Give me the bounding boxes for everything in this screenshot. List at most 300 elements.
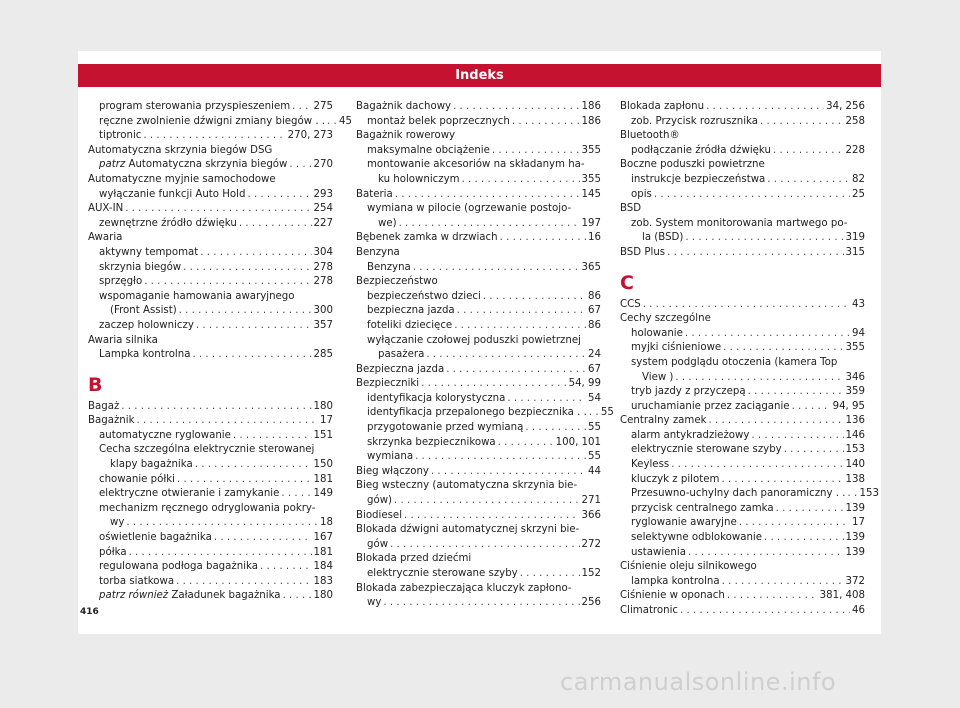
entry-label: tiptronic — [99, 130, 142, 142]
leader-dots — [525, 421, 586, 436]
entry-label: skrzynka bezpiecznikowa — [367, 436, 496, 448]
page-reference[interactable]: 181 — [313, 546, 333, 558]
entry-label: alarm antykradzieżowy — [631, 429, 750, 441]
index-entry — [620, 443, 865, 458]
index-entry — [88, 348, 333, 363]
page-reference[interactable]: 357 — [313, 319, 333, 331]
entry-label: Bagażnik — [88, 415, 135, 427]
leader-dots — [764, 531, 844, 546]
page-reference[interactable]: 181 — [313, 473, 333, 485]
index-entry — [88, 144, 333, 159]
entry-label: zewnętrzne źródło dźwięku — [99, 217, 237, 229]
leader-dots — [643, 298, 850, 313]
entry-label: CCS — [620, 298, 641, 310]
index-entry — [88, 115, 353, 130]
page-reference[interactable]: 278 — [313, 276, 333, 288]
index-entry — [356, 436, 601, 451]
index-entry — [356, 494, 601, 509]
leader-dots — [792, 400, 831, 415]
entry-label: Benzyna — [367, 261, 411, 273]
leader-dots — [492, 144, 580, 159]
page-reference[interactable]: 55 — [600, 407, 614, 419]
entry-label: Awaria — [88, 232, 123, 244]
leader-dots — [395, 188, 580, 203]
leader-dots — [784, 443, 844, 458]
leader-dots — [751, 429, 843, 444]
entry-label: zaczep holowniczy — [99, 319, 194, 331]
see-reference: patrz — [99, 159, 126, 171]
leader-dots — [507, 392, 586, 407]
page-reference[interactable]: 54 — [588, 392, 601, 404]
page-reference[interactable]: 136 — [845, 415, 865, 427]
entry-label: Bezpieczniki — [356, 378, 420, 390]
index-entry — [620, 575, 865, 590]
leader-dots — [675, 371, 843, 386]
entry-label: montaż belek poprzecznych — [367, 115, 510, 127]
entry-label: ku holowniczym — [378, 173, 460, 185]
entry-label: Bateria — [356, 188, 393, 200]
page-reference[interactable]: 275 — [313, 101, 333, 112]
index-entry — [620, 473, 865, 488]
index-entry — [356, 406, 614, 421]
index-entry — [356, 465, 601, 480]
leader-dots — [239, 217, 312, 232]
page-reference[interactable]: 146 — [845, 429, 865, 441]
index-entry — [88, 246, 333, 261]
index-entry — [88, 129, 333, 144]
entry-label: skrzynia biegów — [99, 261, 182, 273]
index-entry — [356, 552, 601, 567]
leader-dots — [723, 341, 843, 356]
index-entry — [88, 414, 333, 429]
entry-label: Blokada dźwigni automatycznej skrzyni bie- — [356, 524, 580, 536]
entry-label: opis — [631, 188, 652, 200]
page-reference[interactable]: 34, 256 — [826, 101, 865, 112]
page-reference[interactable]: 54, 99 — [568, 378, 601, 390]
index-entry — [620, 341, 865, 356]
leader-dots — [685, 327, 850, 342]
page-reference[interactable]: 180 — [313, 400, 333, 412]
entry-label: BSD Plus — [620, 246, 666, 258]
leader-dots — [196, 319, 312, 334]
page-reference[interactable]: 256 — [581, 597, 601, 609]
entry-label: pasażera — [378, 349, 425, 361]
leader-dots — [446, 363, 586, 378]
leader-dots — [667, 246, 843, 261]
entry-label: Automatyczne myjnie samochodowe — [88, 173, 276, 185]
entry-label: kluczyk z pilotem — [631, 473, 720, 485]
leader-dots — [177, 473, 312, 488]
entry-label: Bieg wsteczny (automatyczna skrzynia bie- — [356, 480, 578, 492]
entry-label: automatyczne ryglowanie — [99, 429, 231, 441]
entry-label: selektywne odblokowanie — [631, 532, 763, 544]
entry-label: Bagażnik dachowy — [356, 101, 452, 112]
page-reference[interactable]: 167 — [313, 532, 333, 544]
leader-dots — [426, 348, 586, 363]
page-reference[interactable]: 270 — [313, 159, 333, 171]
index-entry — [88, 473, 333, 488]
page-reference[interactable]: 100, 101 — [555, 436, 601, 448]
entry-label: podłączanie źródła dźwięku — [631, 144, 771, 156]
page-reference[interactable]: 228 — [845, 144, 865, 156]
leader-dots — [721, 473, 843, 488]
page-number: 416 — [80, 607, 99, 617]
page-reference[interactable]: 197 — [581, 217, 601, 229]
leader-dots — [512, 115, 580, 130]
page-reference[interactable]: 227 — [313, 217, 333, 229]
index-entry — [356, 523, 601, 538]
page-reference[interactable]: 17 — [320, 415, 333, 427]
entry-label: bezpieczna jazda — [367, 305, 455, 317]
page-reference[interactable]: 372 — [845, 575, 865, 587]
index-entry — [88, 443, 333, 458]
leader-dots — [767, 173, 850, 188]
index-entry — [88, 158, 333, 173]
leader-dots — [671, 458, 843, 473]
entry-label: Benzyna — [356, 246, 400, 258]
entry-label: holowanie — [631, 327, 683, 339]
page-reference[interactable]: 278 — [313, 261, 333, 273]
page-reference[interactable]: 258 — [845, 115, 865, 127]
leader-dots — [722, 575, 844, 590]
page-reference[interactable]: 151 — [313, 429, 333, 441]
entry-label: AUX-IN — [88, 203, 124, 215]
page-reference[interactable]: 150 — [313, 459, 333, 471]
index-entry — [356, 246, 601, 261]
page-reference[interactable]: 25 — [852, 188, 865, 200]
entry-label: aktywny tempomat — [99, 246, 199, 258]
leader-dots — [126, 516, 318, 531]
page-reference[interactable]: 319 — [845, 232, 865, 244]
entry-label: półka — [99, 546, 127, 558]
index-entry — [356, 319, 601, 334]
index-entry — [88, 202, 333, 217]
index-entry — [356, 144, 601, 159]
entry-label: ustawienia — [631, 546, 686, 558]
index-entry — [88, 304, 333, 319]
leader-dots — [421, 377, 566, 392]
index-entry — [88, 502, 333, 517]
leader-dots — [727, 589, 818, 604]
entry-label: sprzęgło — [99, 276, 143, 288]
leader-dots — [283, 589, 312, 604]
page-reference[interactable]: 86 — [588, 290, 601, 302]
page-reference[interactable]: 366 — [581, 509, 601, 521]
index-entry — [620, 546, 865, 561]
leader-dots — [654, 188, 850, 203]
index-entry — [356, 509, 601, 524]
index-entry — [88, 516, 333, 531]
entry-label: Automatyczna skrzynia biegów — [128, 159, 288, 171]
index-entry — [620, 502, 865, 517]
page-reference[interactable]: 18 — [320, 517, 333, 529]
entry-label: tryb jazdy z przyczepą — [631, 386, 746, 398]
page-reference[interactable]: 180 — [313, 590, 333, 602]
page-reference[interactable]: 355 — [581, 144, 601, 156]
page-reference[interactable]: 153 — [845, 444, 865, 456]
page-reference[interactable]: 346 — [845, 371, 865, 383]
index-entry — [88, 546, 333, 561]
entry-label: przycisk centralnego zamka — [631, 502, 774, 514]
entry-label: la (BSD) — [642, 232, 684, 244]
entry-label: lampka kontrolna — [631, 575, 720, 587]
page-reference[interactable]: 16 — [588, 232, 601, 244]
index-entry — [620, 458, 865, 473]
page-reference[interactable]: 186 — [581, 115, 601, 127]
leader-dots — [739, 516, 850, 531]
entry-label: instrukcje bezpieczeństwa — [631, 173, 766, 185]
leader-dots — [260, 560, 312, 575]
page-reference[interactable]: 139 — [845, 532, 865, 544]
page-reference[interactable]: 152 — [581, 568, 601, 579]
leader-dots — [233, 429, 312, 444]
leader-dots — [680, 604, 850, 619]
leader-dots — [748, 385, 844, 400]
index-entry — [356, 173, 601, 188]
entry-label: myjki ciśnieniowe — [631, 342, 722, 354]
index-entry — [356, 158, 601, 173]
leader-dots — [685, 231, 843, 246]
index-entry — [620, 158, 865, 173]
leader-dots — [773, 144, 844, 159]
entry-label: system podglądu otoczenia (kamera Top — [631, 356, 838, 368]
page-reference[interactable]: 359 — [845, 386, 865, 398]
index-entry — [620, 115, 865, 130]
leader-dots — [390, 538, 580, 553]
leader-dots — [462, 173, 580, 188]
leader-dots — [129, 546, 312, 561]
index-entry — [620, 188, 865, 203]
page-reference[interactable]: 67 — [588, 363, 601, 375]
index-entry — [356, 421, 601, 436]
leader-dots — [453, 100, 579, 115]
leader-dots — [413, 261, 580, 276]
entry-label: montowanie akcesoriów na składanym ha- — [367, 159, 585, 171]
entry-label: uruchamianie przez zaciąganie — [631, 400, 790, 412]
entry-label: Załadunek bagażnika — [171, 590, 281, 602]
entry-label: chowanie półki — [99, 473, 175, 485]
entry-label: Ciśnienie oleju silnikowego — [620, 561, 757, 573]
leader-dots — [483, 290, 586, 305]
page-reference[interactable]: 272 — [581, 538, 601, 550]
leader-dots — [520, 567, 580, 582]
entry-label: wymiana — [367, 451, 414, 463]
page-reference[interactable]: 300 — [313, 305, 333, 317]
index-entry — [620, 246, 865, 261]
entry-label: torba siatkowa — [99, 575, 175, 587]
leader-dots — [281, 487, 311, 502]
index-entry — [356, 261, 601, 276]
page-reference[interactable]: 17 — [852, 517, 865, 529]
leader-dots — [289, 158, 311, 173]
page-reference[interactable]: 82 — [852, 173, 865, 185]
page-reference[interactable]: 355 — [845, 342, 865, 354]
index-entry — [620, 371, 865, 386]
index-entry — [620, 298, 865, 313]
index-entry — [88, 188, 333, 203]
index-column-2 — [356, 100, 614, 611]
index-entry — [356, 582, 601, 597]
entry-label: View ) — [642, 371, 674, 383]
section-letter: B — [88, 373, 103, 396]
index-entry — [620, 429, 865, 444]
leader-dots — [214, 531, 312, 546]
entry-label: wyłączanie funkcji Auto Hold — [99, 188, 246, 200]
index-entry — [620, 487, 879, 502]
page-reference[interactable]: 381, 408 — [819, 590, 865, 602]
page-reference[interactable]: 184 — [313, 561, 333, 573]
index-entry — [620, 231, 865, 246]
entry-label: bezpieczeństwo dzieci — [367, 290, 481, 302]
entry-label: elektryczne otwieranie i zamykanie — [99, 488, 280, 500]
leader-dots — [706, 100, 824, 115]
entry-label: Bagażnik rowerowy — [356, 130, 456, 142]
page-reference[interactable]: 365 — [581, 261, 601, 273]
leader-dots — [848, 487, 858, 502]
page-reference[interactable]: 254 — [313, 203, 333, 215]
entry-label: oświetlenie bagażnika — [99, 532, 212, 544]
index-entry — [356, 115, 601, 130]
page-reference[interactable]: 149 — [313, 488, 333, 500]
entry-label: Bezpieczeństwo — [356, 276, 438, 288]
index-entry — [88, 100, 333, 115]
leader-dots — [760, 115, 844, 130]
index-entry — [620, 356, 865, 371]
entry-label: identyfikacja przepalonego bezpiecznika . . — [367, 407, 587, 419]
entry-label: Lampka kontrolna — [99, 349, 191, 361]
index-entry — [620, 560, 865, 575]
page-reference[interactable]: 138 — [845, 473, 865, 485]
index-entry — [88, 589, 333, 604]
index-entry — [620, 327, 865, 342]
index-entry — [88, 261, 333, 276]
leader-dots — [776, 502, 844, 517]
leader-dots — [179, 304, 312, 319]
page-reference[interactable]: 139 — [845, 502, 865, 514]
leader-dots — [415, 450, 586, 465]
index-entry — [620, 129, 865, 144]
page-reference[interactable]: 140 — [845, 459, 865, 471]
page-reference[interactable]: 55 — [588, 422, 601, 434]
index-entry — [88, 575, 333, 590]
index-entry — [356, 479, 601, 494]
page-reference[interactable]: 285 — [313, 349, 333, 361]
page-reference[interactable]: 315 — [845, 246, 865, 258]
index-entry — [88, 173, 333, 188]
entry-label: elektrycznie sterowane szyby — [631, 444, 782, 456]
page-reference[interactable]: 304 — [313, 246, 333, 258]
page-reference[interactable]: 355 — [581, 173, 601, 185]
page-reference[interactable]: 153 — [859, 488, 879, 500]
entry-label: Cechy szczególne — [620, 313, 711, 325]
index-entry — [356, 290, 601, 305]
index-entry — [620, 100, 865, 115]
entry-label: (Front Assist) — [110, 305, 177, 317]
entry-label: Blokada przed dziećmi — [356, 553, 472, 565]
page-reference[interactable]: 67 — [588, 305, 601, 317]
page-reference[interactable]: 55 — [588, 451, 601, 463]
index-entry — [356, 217, 601, 232]
entry-label: ręczne zwolnienie dźwigni zmiany biegów . . — [99, 115, 326, 127]
leader-dots — [431, 465, 586, 480]
index-entry — [356, 567, 601, 582]
leader-dots — [121, 400, 311, 415]
page-reference[interactable]: 270, 273 — [287, 130, 333, 142]
entry-label: ryglowanie awaryjne — [631, 517, 737, 529]
entry-label: maksymalne obciążenie — [367, 144, 490, 156]
page-reference[interactable]: 145 — [581, 188, 601, 200]
page-reference[interactable]: 186 — [581, 101, 601, 112]
index-entry — [356, 377, 601, 392]
page-reference[interactable]: 86 — [588, 319, 601, 331]
leader-dots — [404, 509, 580, 524]
index-entry — [356, 348, 601, 363]
page-reference[interactable]: 43 — [852, 298, 865, 310]
leader-dots — [200, 246, 311, 261]
entry-label: Ciśnienie w oponach — [620, 590, 725, 602]
index-entry — [356, 129, 601, 144]
page-reference[interactable]: 183 — [313, 575, 333, 587]
leader-dots — [383, 596, 579, 611]
see-reference: patrz również — [99, 590, 169, 602]
page-reference[interactable]: 45 — [339, 115, 353, 127]
page-reference[interactable]: 46 — [852, 605, 865, 616]
page-reference[interactable]: 94, 95 — [832, 400, 865, 412]
index-entry — [356, 363, 601, 378]
entry-label: foteliki dziecięce — [367, 319, 453, 331]
page-reference[interactable]: 293 — [313, 188, 333, 200]
entry-label: Awaria silnika — [88, 334, 158, 346]
entry-label: Blokada zapłonu — [620, 101, 705, 112]
leader-dots — [589, 406, 599, 421]
entry-label: BSD — [620, 203, 642, 215]
index-entry — [620, 516, 865, 531]
page-reference[interactable]: 139 — [845, 546, 865, 558]
page-reference[interactable]: 94 — [852, 327, 865, 339]
entry-label: regulowana podłoga bagażnika — [99, 561, 258, 573]
index-entry — [620, 173, 865, 188]
index-column-1 — [88, 100, 353, 604]
index-entry — [88, 290, 333, 305]
index-entry — [620, 144, 865, 159]
entry-label: gów — [367, 538, 389, 550]
page-reference[interactable]: 44 — [588, 465, 601, 477]
entry-label: wyłączanie czołowej poduszki powietrznej — [367, 334, 581, 346]
entry-label: elektrycznie sterowane szyby — [367, 568, 518, 579]
index-entry — [88, 334, 333, 349]
leader-dots — [394, 494, 580, 509]
leader-dots — [192, 348, 311, 363]
entry-label: gów) — [367, 495, 393, 507]
entry-label: Climatronic — [620, 605, 679, 616]
entry-label: Centralny zamek — [620, 415, 707, 427]
entry-label: wy — [367, 597, 382, 609]
index-entry — [356, 231, 601, 246]
leader-dots — [500, 231, 586, 246]
entry-label: mechanizm ręcznego odryglowania pokry- — [99, 502, 316, 514]
entry-label: Bieg włączony — [356, 465, 429, 477]
entry-label: Przesuwno-uchylny dach panoramiczny . . — [631, 488, 846, 500]
index-entry — [620, 202, 865, 217]
leader-dots — [176, 575, 311, 590]
section-letter: C — [620, 271, 634, 294]
page-reference[interactable]: 24 — [588, 349, 601, 361]
index-entry — [620, 604, 865, 619]
index-entry — [88, 429, 333, 444]
entry-label: Boczne poduszki powietrzne — [620, 159, 765, 171]
index-column-3 — [620, 100, 879, 619]
page-reference[interactable]: 271 — [581, 495, 601, 507]
